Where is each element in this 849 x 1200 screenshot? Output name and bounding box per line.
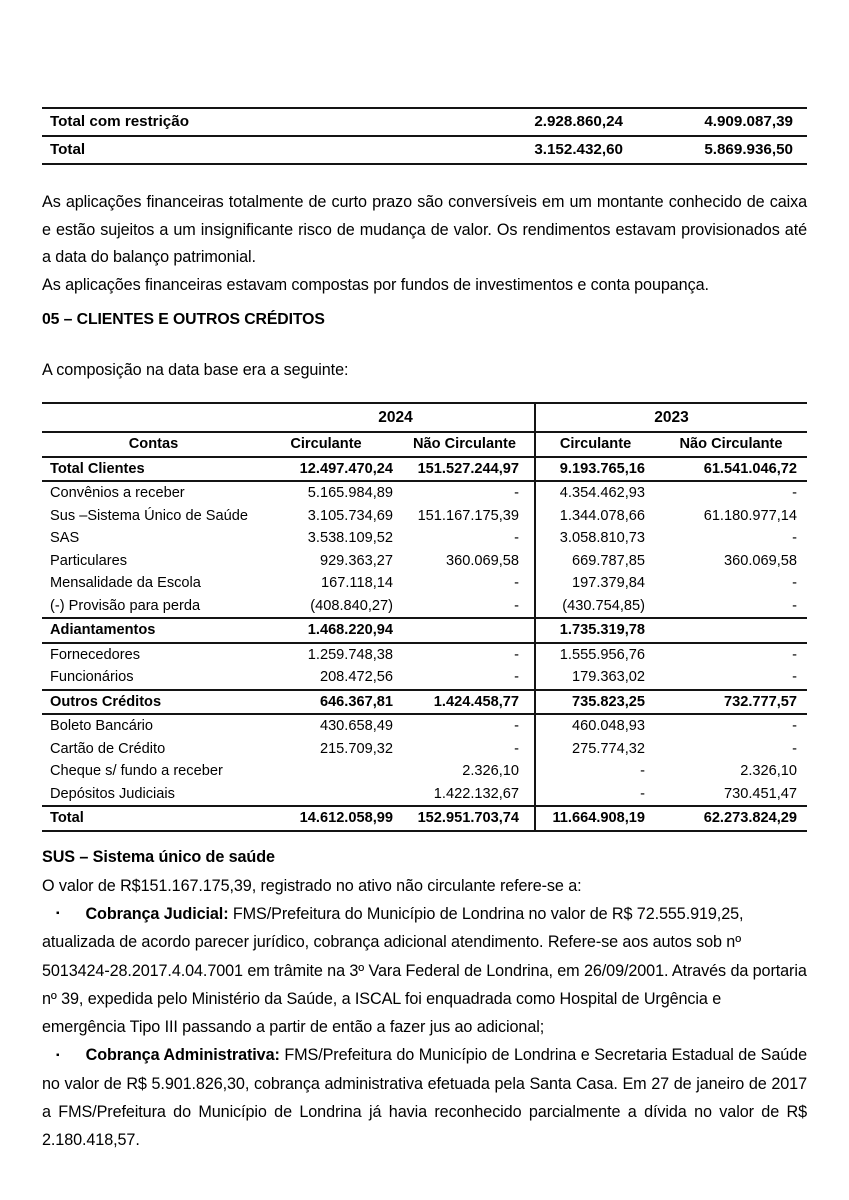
table-row bbox=[42, 806, 807, 831]
summary-row bbox=[42, 108, 807, 136]
cell-circulante-2024: 929.363,27 bbox=[319, 552, 393, 569]
cell-nao-circulante-2023: - bbox=[792, 669, 798, 686]
cell-circulante-2024: 167.118,14 bbox=[321, 575, 393, 592]
row-label: Convênios a receber bbox=[50, 485, 185, 502]
cell-circulante-2024: 3.105.734,69 bbox=[307, 507, 393, 524]
cell-circulante-2024: 208.472,56 bbox=[319, 669, 393, 686]
cell-circulante-2024 bbox=[257, 760, 395, 783]
cell-nao-circulante-2024: - bbox=[514, 646, 520, 663]
cell-nao-circulante-2023: 730.451,47 bbox=[723, 785, 798, 802]
bullet-text: FMS/Prefeitura do Município de Londrina e Secretaria Estadual de Saúde no valor de R$ 5.901.826,30, cobrança administrativa efetuada pela Santa Casa. Em 27 de janeiro de 2017 a FMS/Prefeitura do Município de Londrina já havia reconhecido parcialmente a dívida no valor de R$ 2.180.418,57. bbox=[42, 1046, 807, 1150]
table-row bbox=[42, 690, 807, 715]
year-header-blank bbox=[42, 403, 257, 432]
cell-nao-circulante-2023: - bbox=[792, 485, 798, 502]
cell-nao-circulante-2023: - bbox=[792, 530, 798, 547]
cell-nao-circulante-2023: - bbox=[792, 740, 798, 757]
year-header-2023: 2023 bbox=[535, 403, 807, 432]
cell-circulante-2023: 197.379,84 bbox=[535, 572, 655, 595]
cell-circulante-2024: 1.468.220,94 bbox=[307, 622, 393, 639]
row-label: Depósitos Judiciais bbox=[50, 785, 175, 802]
col-header-nao-circulante-2024: Não Circulante bbox=[395, 432, 535, 457]
cell-nao-circulante-2023: - bbox=[792, 575, 798, 592]
table-row bbox=[42, 760, 807, 783]
row-label: (-) Provisão para perda bbox=[50, 597, 201, 614]
cell-circulante-2023: 11.664.908,19 bbox=[535, 806, 655, 831]
cell-circulante-2023: 9.193.765,16 bbox=[535, 457, 655, 482]
row-label: Outros Créditos bbox=[50, 693, 162, 710]
cell-nao-circulante-2023: 732.777,57 bbox=[723, 693, 798, 710]
row-label: Cartão de Crédito bbox=[50, 740, 166, 757]
intro-paragraph: As aplicações financeiras totalmente de curto prazo são conversíveis em um montante conhecido de caixa e estão sujeitos a um insignificante risco de mudança de valor. Os rendimentos estavam provisionados até a data do balanço patrimonial. bbox=[42, 193, 807, 267]
col-header-contas: Contas bbox=[42, 432, 257, 457]
summary-table bbox=[42, 107, 807, 165]
table-row bbox=[42, 527, 807, 550]
bullet-square-icon: ▪ bbox=[56, 908, 60, 920]
cell-circulante-2023: - bbox=[535, 783, 655, 807]
bullet-item bbox=[42, 1041, 807, 1154]
bullet-square-icon: ▪ bbox=[56, 1049, 60, 1061]
table-row bbox=[42, 481, 807, 505]
cell-circulante-2024: 1.259.748,38 bbox=[307, 646, 393, 663]
table-row bbox=[42, 572, 807, 595]
cell-nao-circulante-2023 bbox=[655, 618, 807, 643]
bullet-text: FMS/Prefeitura do Município de Londrina no valor de R$ 72.555.919,25, atualizada de acordo parecer jurídico, cobrança adicional atendimento. Refere-se aos autos sob nº 5013424-28.2017.4.04.7001 em trâmite na 3º Vara Federal de Londrina, em 26/09/2001. Através da portaria nº 39, expedida pelo Ministério da Saúde, a ISCAL foi enquadrada como Hospital de Urgência e emergência Tipo III passando a partir de então a fazer jus ao adicional; bbox=[42, 904, 807, 1037]
cell-circulante-2023: 1.735.319,78 bbox=[535, 618, 655, 643]
sus-section bbox=[42, 844, 807, 1155]
summary-row-label: Total bbox=[50, 141, 86, 158]
cell-nao-circulante-2023: 62.273.824,29 bbox=[703, 810, 798, 827]
cell-circulante-2024: (408.840,27) bbox=[310, 597, 393, 614]
row-label: SAS bbox=[50, 530, 80, 547]
intro-paragraph: As aplicações financeiras estavam compostas por fundos de investimentos e conta poupança. bbox=[42, 275, 709, 294]
cell-nao-circulante-2023: 61.541.046,72 bbox=[703, 460, 798, 477]
cell-circulante-2024 bbox=[257, 783, 395, 807]
cell-circulante-2023: 735.823,25 bbox=[535, 690, 655, 715]
cell-circulante-2023: 275.774,32 bbox=[535, 738, 655, 761]
cell-nao-circulante-2024: - bbox=[514, 485, 520, 502]
table-row bbox=[42, 783, 807, 807]
table-intro: A composição na data base era a seguinte: bbox=[42, 361, 349, 380]
row-label: Adiantamentos bbox=[50, 622, 156, 639]
cell-nao-circulante-2023: 360.069,58 bbox=[723, 552, 798, 569]
col-header-circulante-2023: Circulante bbox=[535, 432, 655, 457]
cell-circulante-2024: 215.709,32 bbox=[319, 740, 393, 757]
row-label: Fornecedores bbox=[50, 646, 141, 663]
cell-nao-circulante-2024: - bbox=[514, 718, 520, 735]
cell-nao-circulante-2024: - bbox=[514, 530, 520, 547]
cell-nao-circulante-2024: 151.167.175,39 bbox=[417, 507, 520, 524]
cell-nao-circulante-2024: - bbox=[514, 597, 520, 614]
row-label: Particulares bbox=[50, 552, 128, 569]
summary-row bbox=[42, 136, 807, 164]
cell-nao-circulante-2023: - bbox=[792, 646, 798, 663]
cell-nao-circulante-2024: 2.326,10 bbox=[462, 763, 520, 780]
row-label: Funcionários bbox=[50, 669, 134, 686]
cell-circulante-2024: 12.497.470,24 bbox=[299, 460, 393, 477]
cell-circulante-2023: 3.058.810,73 bbox=[535, 527, 655, 550]
cell-circulante-2023: 669.787,85 bbox=[535, 550, 655, 573]
cell-nao-circulante-2024: 1.424.458,77 bbox=[433, 693, 520, 710]
row-label: Total bbox=[50, 810, 84, 827]
table-row bbox=[42, 738, 807, 761]
cell-nao-circulante-2023: - bbox=[792, 597, 798, 614]
cell-circulante-2023: 4.354.462,93 bbox=[535, 481, 655, 505]
row-label: Total Clientes bbox=[50, 460, 145, 477]
cell-circulante-2023: - bbox=[535, 760, 655, 783]
sus-intro: O valor de R$151.167.175,39, registrado no ativo não circulante refere-se a: bbox=[42, 876, 582, 895]
row-label: Sus –Sistema Único de Saúde bbox=[50, 507, 248, 524]
summary-value-col2: 5.869.936,50 bbox=[704, 141, 793, 158]
cell-nao-circulante-2023: 2.326,10 bbox=[740, 763, 798, 780]
cell-nao-circulante-2024: 360.069,58 bbox=[445, 552, 520, 569]
cell-nao-circulante-2024: 152.951.703,74 bbox=[417, 810, 520, 827]
cell-nao-circulante-2024 bbox=[395, 618, 535, 643]
cell-circulante-2024: 430.658,49 bbox=[319, 718, 393, 735]
cell-nao-circulante-2023: 61.180.977,14 bbox=[703, 507, 798, 524]
summary-value-col1: 3.152.432,60 bbox=[534, 141, 623, 158]
cell-circulante-2023: 460.048,93 bbox=[535, 714, 655, 738]
row-label: Mensalidade da Escola bbox=[50, 575, 201, 592]
table-row bbox=[42, 550, 807, 573]
bullet-item bbox=[42, 900, 807, 1042]
cell-circulante-2024: 646.367,81 bbox=[319, 693, 393, 710]
credits-table bbox=[42, 402, 807, 832]
cell-circulante-2023: (430.754,85) bbox=[535, 595, 655, 619]
intro-paragraphs bbox=[42, 189, 807, 299]
summary-row-label: Total com restrição bbox=[50, 113, 189, 130]
summary-value-col2: 4.909.087,39 bbox=[704, 113, 793, 130]
summary-value-col1: 2.928.860,24 bbox=[534, 113, 623, 130]
table-row bbox=[42, 457, 807, 482]
column-header-row bbox=[42, 432, 807, 457]
sus-heading: SUS – Sistema único de saúde bbox=[42, 847, 275, 866]
cell-circulante-2024: 3.538.109,52 bbox=[307, 530, 393, 547]
bullet-lead: Cobrança Administrativa: bbox=[85, 1046, 280, 1065]
cell-circulante-2024: 14.612.058,99 bbox=[299, 810, 393, 827]
cell-circulante-2023: 1.344.078,66 bbox=[535, 505, 655, 528]
cell-nao-circulante-2024: - bbox=[514, 740, 520, 757]
table-row bbox=[42, 618, 807, 643]
cell-nao-circulante-2024: 151.527.244,97 bbox=[417, 460, 520, 477]
table-row bbox=[42, 714, 807, 738]
cell-circulante-2023: 179.363,02 bbox=[535, 666, 655, 690]
col-header-nao-circulante-2023: Não Circulante bbox=[655, 432, 807, 457]
year-header-2024: 2024 bbox=[257, 403, 535, 432]
row-label: Boleto Bancário bbox=[50, 718, 154, 735]
bullet-lead: Cobrança Judicial: bbox=[85, 904, 229, 923]
year-header-row bbox=[42, 403, 807, 432]
cell-nao-circulante-2023: - bbox=[792, 718, 798, 735]
table-row bbox=[42, 595, 807, 619]
cell-nao-circulante-2024: - bbox=[514, 575, 520, 592]
cell-nao-circulante-2024: - bbox=[514, 669, 520, 686]
cell-circulante-2023: 1.555.956,76 bbox=[535, 643, 655, 667]
table-row bbox=[42, 505, 807, 528]
table-row bbox=[42, 643, 807, 667]
table-row bbox=[42, 666, 807, 690]
cell-nao-circulante-2024: 1.422.132,67 bbox=[433, 785, 520, 802]
cell-circulante-2024: 5.165.984,89 bbox=[307, 485, 393, 502]
section-title: 05 – CLIENTES E OUTROS CRÉDITOS bbox=[42, 311, 325, 329]
col-header-circulante-2024: Circulante bbox=[257, 432, 395, 457]
row-label: Cheque s/ fundo a receber bbox=[50, 763, 223, 780]
